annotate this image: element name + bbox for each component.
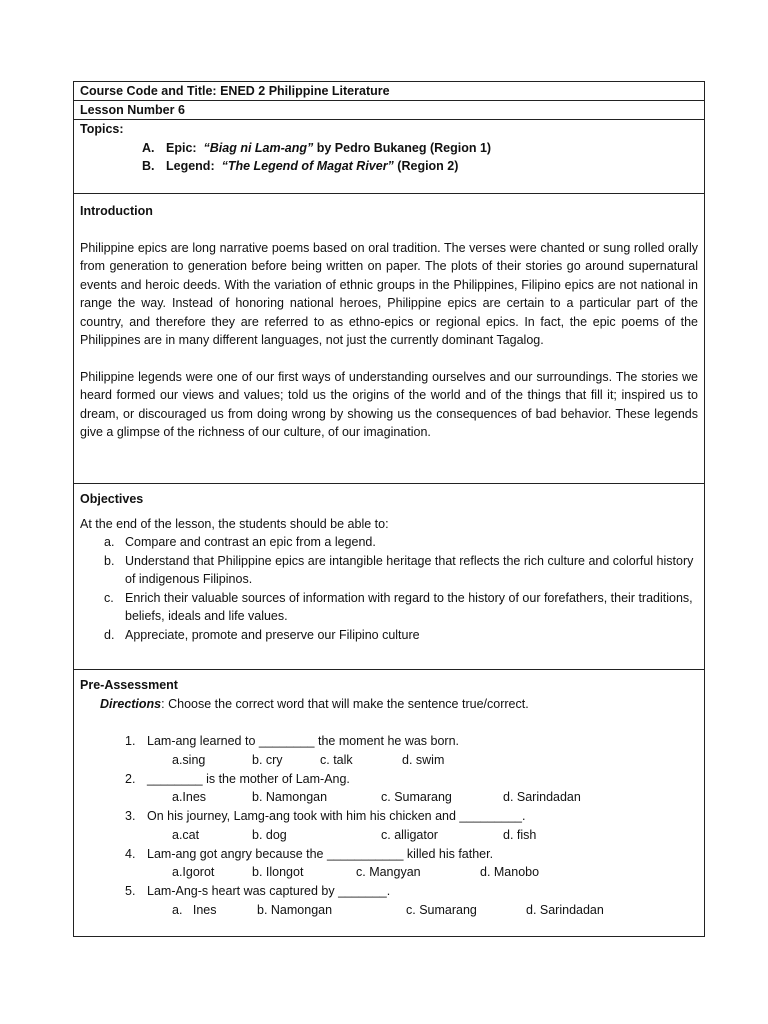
pre-assessment-row bbox=[74, 670, 704, 936]
course-value: ENED 2 Philippine Literature bbox=[220, 84, 390, 98]
option: a.Ines bbox=[172, 790, 207, 804]
lesson-row bbox=[74, 101, 704, 120]
option: a.Igorot bbox=[172, 865, 215, 879]
lesson-value: 6 bbox=[177, 103, 185, 117]
option: d. Sarindadan bbox=[503, 790, 581, 804]
objective-item: b. Understand that Philippine epics are intangible heritage that reflects the rich culture and colorful history of indigenous Filipinos. bbox=[104, 553, 694, 586]
question-4-options bbox=[80, 863, 698, 882]
objectives-list bbox=[80, 533, 698, 644]
topic-a-title: “Biag ni Lam-ang” bbox=[203, 140, 314, 155]
introduction-paragraph-2: Philippine legends were one of our first ways of understanding ourselves and our surroundings. The stories we heard formed our views and values; told us the origins of the world and of the things that fill it; inspired us to dream, or discouraged us from doing wrong by showing us the consequences of bad behavior. These legends give a glimpse of the richness of our culture, of our imagination. bbox=[80, 369, 698, 439]
topic-a: A. Epic: “Biag ni Lam-ang” by Pedro Bukaneg (Region 1) bbox=[142, 140, 492, 155]
lesson-label: Lesson Number bbox=[80, 103, 175, 117]
option: b. Namongan bbox=[252, 790, 328, 804]
option: d. Sarindadan bbox=[526, 902, 604, 917]
option: b. Ilongot bbox=[252, 865, 304, 879]
question-1: 1. Lam-ang learned to ________ the moment he was born. bbox=[125, 734, 460, 748]
question-5-options bbox=[80, 901, 698, 920]
option: d. Manobo bbox=[480, 865, 540, 879]
topics-row bbox=[74, 120, 704, 194]
option: b. dog bbox=[252, 827, 287, 842]
question-4: 4. Lam-ang got angry because the ___________ killed his father. bbox=[125, 846, 494, 861]
option: c. talk bbox=[320, 752, 353, 767]
option: c. Sumarang bbox=[406, 902, 477, 917]
question-3: 3. On his journey, Lamg-ang took with him his chicken and _________. bbox=[125, 809, 526, 823]
introduction-row bbox=[74, 194, 704, 484]
introduction-heading: Introduction bbox=[80, 204, 153, 218]
option: c. Mangyan bbox=[356, 865, 421, 879]
objective-item: d. Appreciate, promote and preserve our Filipino culture bbox=[104, 627, 420, 642]
directions bbox=[80, 695, 698, 714]
course-row bbox=[74, 82, 704, 101]
option: a.sing bbox=[172, 752, 206, 767]
option: a.cat bbox=[172, 827, 200, 842]
introduction-paragraph-1: Philippine epics are long narrative poems based on oral tradition. The verses were chanted or sung rolled orally from generation to generation before being written on paper. The plots of their stories go around supernatural events and heroic deeds. With the variation of ethnic groups in the Philippines, Filipino epics are not national in range the way. Instead of honoring national heroes, Philippine epics are certain to a particular part of the country, and therefore they are referred to as ethno-epics or regional epics. In fact, the epic poems of the Philippines are in many different languages, not just the currently dominant Tagalog. bbox=[80, 240, 698, 347]
option: c. alligator bbox=[381, 827, 438, 842]
topic-b: B. Legend: “The Legend of Magat River” (Region 2) bbox=[142, 159, 459, 173]
lesson-table bbox=[73, 81, 705, 937]
pre-assessment-heading: Pre-Assessment bbox=[80, 678, 178, 692]
objective-item: a. Compare and contrast an epic from a legend. bbox=[104, 535, 376, 549]
option: a. Ines bbox=[172, 902, 217, 917]
objectives-intro: At the end of the lesson, the students should be able to: bbox=[80, 516, 389, 531]
question-2: 2. ________ is the mother of Lam-Ang. bbox=[125, 771, 350, 786]
option: d. swim bbox=[402, 752, 445, 767]
objectives-row bbox=[74, 484, 704, 670]
question-5: 5. Lam-Ang-s heart was captured by _______. bbox=[125, 884, 391, 898]
option: b. cry bbox=[252, 752, 283, 767]
question-3-options bbox=[80, 826, 698, 845]
objectives-heading: Objectives bbox=[80, 492, 144, 506]
topic-b-title: “The Legend of Magat River” bbox=[221, 159, 394, 173]
course-label: Course Code and Title: bbox=[80, 84, 217, 98]
option: c. Sumarang bbox=[381, 790, 452, 804]
option: d. fish bbox=[503, 827, 537, 842]
question-1-options bbox=[80, 751, 698, 770]
directions-label: Directions bbox=[100, 696, 162, 711]
objective-item: c. Enrich their valuable sources of information with regard to the history of our forefathers, their traditions, beliefs, ideals and life values. bbox=[104, 590, 693, 623]
option: b. Namongan bbox=[257, 902, 333, 917]
question-2-options bbox=[80, 788, 698, 807]
topics-label: Topics: bbox=[80, 122, 124, 136]
directions-text: : Choose the correct word that will make the sentence true/correct. bbox=[161, 696, 529, 711]
